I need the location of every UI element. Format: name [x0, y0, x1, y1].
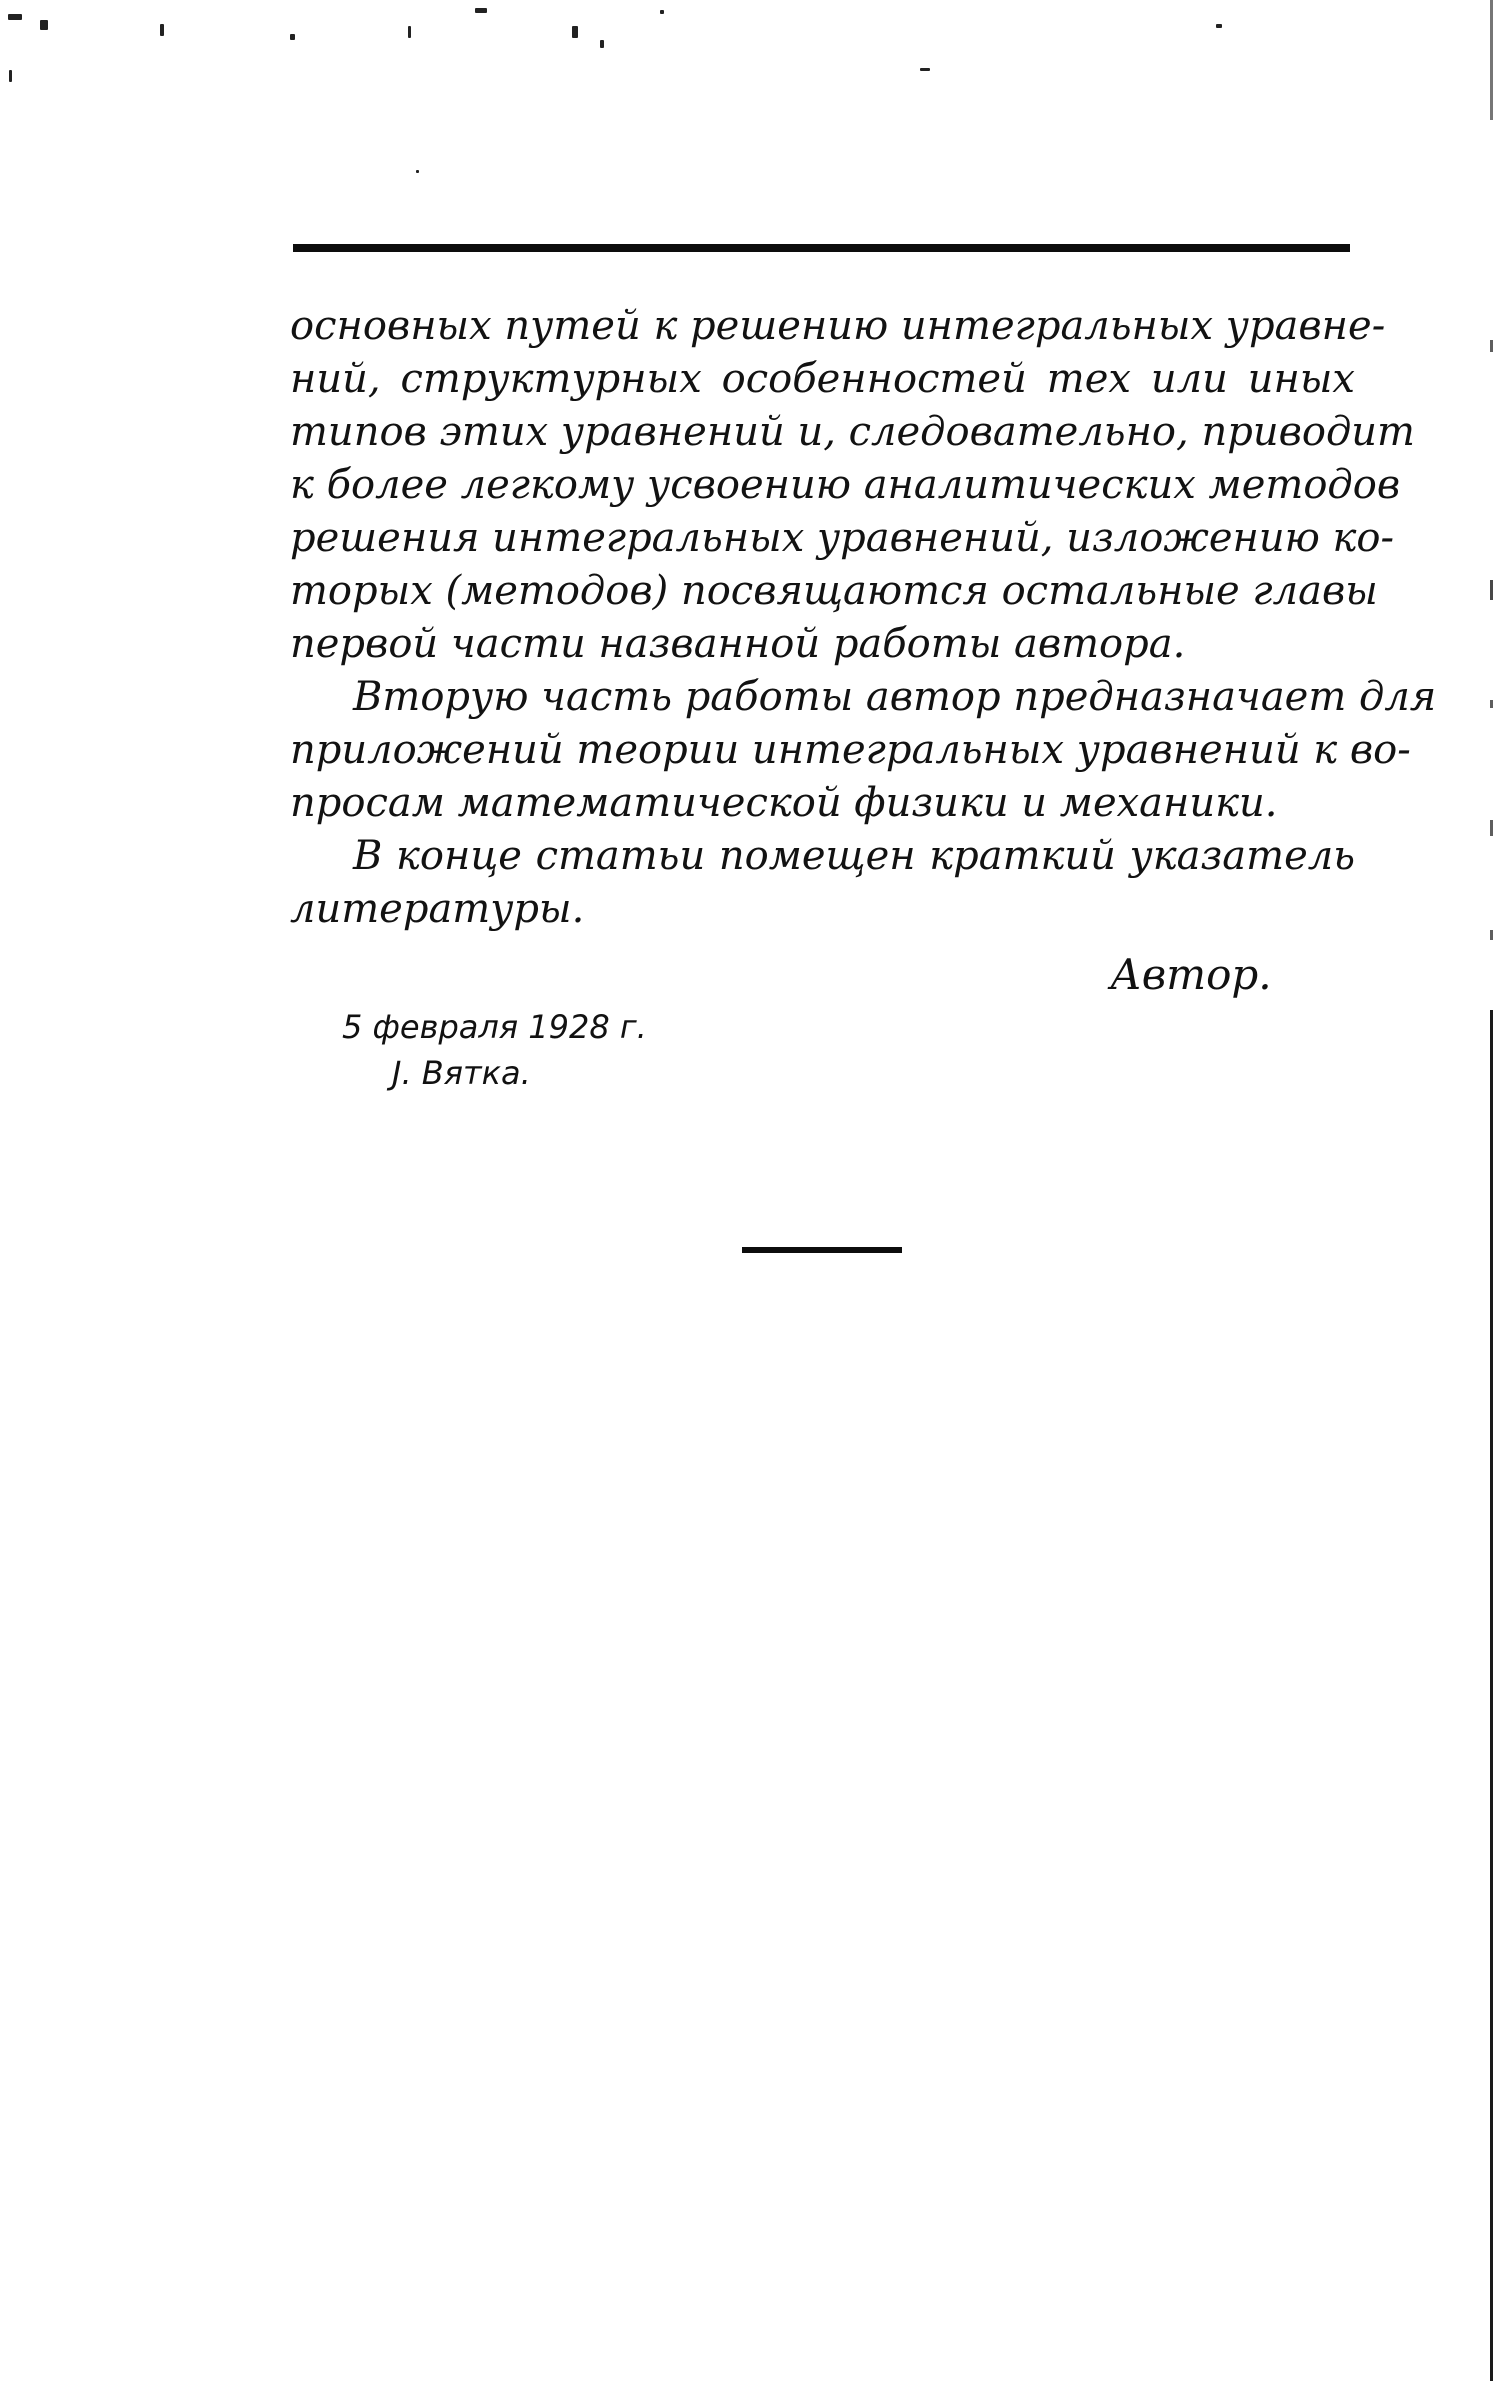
scan-speck	[408, 26, 411, 38]
bottom-rule	[742, 1247, 902, 1253]
note-date: 5 февраля 1928 г.	[342, 1008, 647, 1046]
top-rule	[293, 244, 1350, 252]
text-line: торых (методов) посвящаются остальные главы	[290, 568, 1378, 614]
scan-speck	[8, 14, 22, 20]
note-initials: J. Вятка.	[392, 1054, 531, 1092]
scan-speck	[572, 26, 578, 38]
handwritten-note	[342, 1004, 647, 1096]
author-signature: Автор.	[1110, 950, 1272, 999]
text-line: первой части названной работы автора.	[290, 621, 1186, 667]
scan-speck	[600, 40, 604, 48]
scan-speck	[416, 170, 419, 173]
scan-speck	[660, 10, 664, 14]
text-line: ний, структурных особенностей тех или иных	[290, 356, 1355, 402]
scan-speck	[9, 70, 12, 82]
text-line: к более легкому усвоению аналитических методов	[290, 462, 1401, 508]
text-line: просам математической физики и механики.	[290, 780, 1278, 826]
scan-speck	[160, 24, 164, 36]
scan-speck	[290, 34, 295, 40]
scan-edge	[1486, 0, 1496, 2381]
text-line: литературы.	[290, 886, 585, 932]
text-line: Вторую часть работы автор предназначает для	[353, 674, 1437, 720]
text-line: типов этих уравнений и, следовательно, приводит	[290, 409, 1415, 455]
body-text	[290, 300, 1437, 936]
text-line: В конце статьи помещен краткий указатель	[353, 833, 1355, 879]
scan-speck	[920, 68, 930, 71]
scan-speck	[40, 20, 48, 30]
text-line: основных путей к решению интегральных уравне-	[290, 303, 1386, 349]
scan-speck	[1216, 24, 1222, 28]
text-line: решения интегральных уравнений, изложению ко-	[290, 515, 1395, 561]
scan-speck	[475, 8, 487, 13]
text-line: приложений теории интегральных уравнений к во-	[290, 727, 1411, 773]
